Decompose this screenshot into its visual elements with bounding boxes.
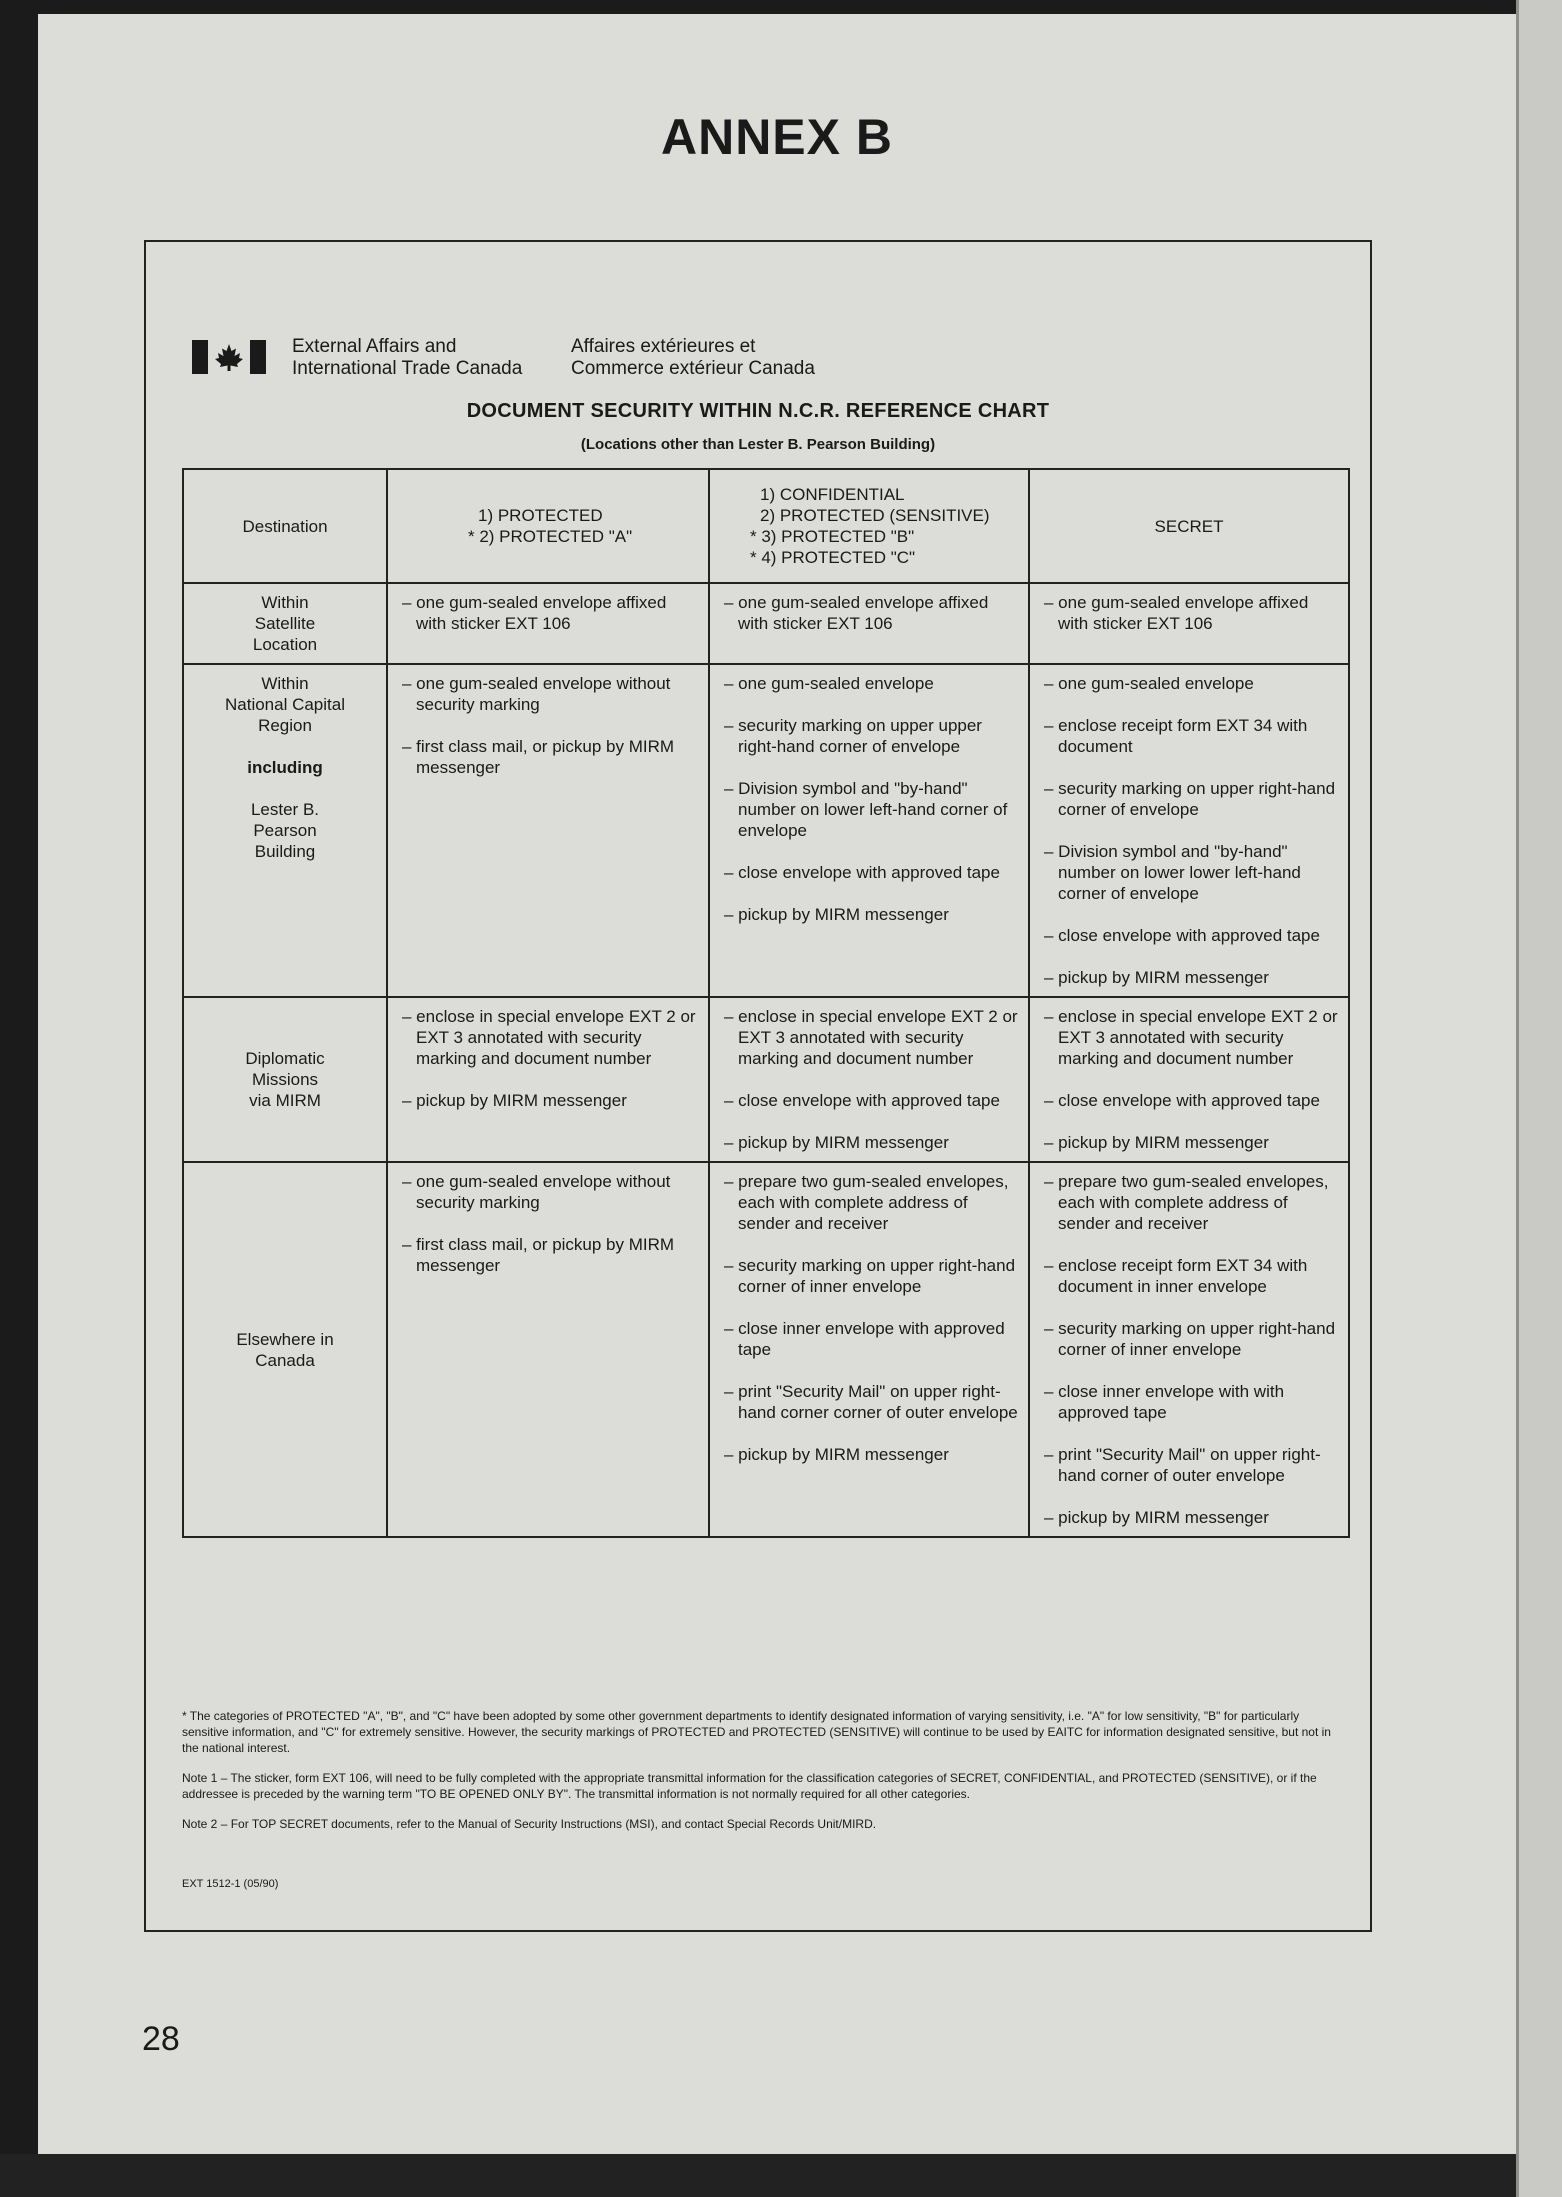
destination-cell: Diplomatic Missions via MIRM [183, 997, 387, 1162]
secret-cell [1029, 1162, 1349, 1537]
list-item: – close envelope with approved tape [724, 863, 1000, 882]
protected-cell [387, 664, 709, 997]
table-row [183, 664, 1349, 997]
list-item: – close envelope with approved tape [724, 1091, 1000, 1110]
destination-cell: Elsewhere in Canada [183, 1162, 387, 1537]
list-item: – one gum-sealed envelope affixed with sticker EXT 106 [402, 593, 667, 633]
department-name-french: Affaires extérieures et Commerce extérieur Canada [571, 336, 815, 379]
table-row [183, 583, 1349, 664]
list-item: – Division symbol and "by-hand" number on lower left-hand corner of envelope [724, 779, 1008, 840]
department-name-english: External Affairs and International Trade Canada [292, 336, 523, 379]
destination-cell: Within Satellite Location [183, 583, 387, 664]
chart-title: DOCUMENT SECURITY WITHIN N.C.R. REFERENCE CHART [466, 400, 1050, 422]
protected-cell [387, 997, 709, 1162]
destination-header: Destination [183, 469, 387, 583]
protected-cell [387, 1162, 709, 1537]
background-shadow [0, 2154, 1516, 2197]
list-item: – one gum-sealed envelope [1044, 674, 1254, 693]
list-item: – enclose receipt form EXT 34 with document [1044, 716, 1308, 756]
list-item: – first class mail, or pickup by MIRM messenger [402, 1235, 675, 1275]
list-item: – first class mail, or pickup by MIRM messenger [402, 737, 675, 777]
list-item: – enclose in special envelope EXT 2 or EXT 3 annotated with security marking and document number [724, 1007, 1018, 1068]
document-page [38, 14, 1516, 2154]
list-item: – close envelope with approved tape [1044, 1091, 1320, 1110]
canada-flag-icon [192, 340, 266, 374]
secret-cell [1029, 997, 1349, 1162]
form-code: EXT 1512-1 (05/90) [182, 1878, 279, 1890]
confidential-cell [709, 1162, 1029, 1537]
table-row [183, 997, 1349, 1162]
confidential-cell [709, 997, 1029, 1162]
annex-title: ANNEX B [660, 109, 894, 165]
list-item: – pickup by MIRM messenger [402, 1091, 627, 1110]
footnote-note1: Note 1 – The sticker, form EXT 106, will need to be fully completed with the appropriate transmittal information for the classification categories of SECRET, CONFIDENTIAL, and PROTECTED (SENSITIVE), or if the addressee is preceded by the warning term "TO BE OPENED ONLY BY". The transmittal information is not normally required for all other categories. [182, 1771, 1317, 1801]
destination-cell: Within National Capital Region including Lester B. Pearson Building [183, 664, 387, 997]
list-item: – one gum-sealed envelope affixed with sticker EXT 106 [1044, 593, 1309, 633]
list-item: – one gum-sealed envelope without security marking [402, 674, 671, 714]
list-item: – close envelope with approved tape [1044, 926, 1320, 945]
list-item: – one gum-sealed envelope affixed with sticker EXT 106 [724, 593, 989, 633]
confidential-header: 1) CONFIDENTIAL 2) PROTECTED (SENSITIVE) * 3) PROTECTED "B" * 4) PROTECTED "C" [709, 469, 1029, 583]
secret-header: SECRET [1029, 469, 1349, 583]
list-item: – pickup by MIRM messenger [1044, 968, 1269, 987]
table-row [183, 1162, 1349, 1537]
list-item: – pickup by MIRM messenger [724, 1133, 949, 1152]
list-item: – one gum-sealed envelope without security marking [402, 1172, 671, 1212]
list-item: – close inner envelope with approved tape [724, 1319, 1005, 1359]
page-number: 28 [142, 2020, 180, 2058]
list-item: – print "Security Mail" on upper right-hand corner of outer envelope [1044, 1445, 1321, 1485]
footnotes [182, 1708, 1348, 1846]
list-item: – security marking on upper right-hand corner of envelope [1044, 779, 1336, 819]
table-header-row [183, 469, 1349, 583]
chart-subtitle: (Locations other than Lester B. Pearson Building) [580, 436, 936, 453]
list-item: – print "Security Mail" on upper right-hand corner corner of outer envelope [724, 1382, 1018, 1422]
list-item: – security marking on upper right-hand corner of inner envelope [724, 1256, 1016, 1296]
list-item: – Division symbol and "by-hand" number on lower lower left-hand corner of envelope [1044, 842, 1301, 903]
reference-chart-form [144, 240, 1372, 1932]
secret-cell [1029, 583, 1349, 664]
list-item: – enclose in special envelope EXT 2 or EXT 3 annotated with security marking and document number [402, 1007, 696, 1068]
confidential-cell [709, 583, 1029, 664]
list-item: – enclose receipt form EXT 34 with document in inner envelope [1044, 1256, 1308, 1296]
list-item: – close inner envelope with with approved tape [1044, 1382, 1285, 1422]
list-item: – pickup by MIRM messenger [724, 1445, 949, 1464]
list-item: – security marking on upper right-hand corner of inner envelope [1044, 1319, 1336, 1359]
list-item: – prepare two gum-sealed envelopes, each with complete address of sender and receiver [1044, 1172, 1329, 1233]
list-item: – one gum-sealed envelope [724, 674, 934, 693]
security-reference-table [182, 468, 1350, 1538]
adjacent-page-edge [1516, 0, 1562, 2197]
secret-cell [1029, 664, 1349, 997]
list-item: – security marking on upper upper right-hand corner of envelope [724, 716, 982, 756]
list-item: – pickup by MIRM messenger [1044, 1133, 1269, 1152]
footnote-note2: Note 2 – For TOP SECRET documents, refer to the Manual of Security Instructions (MSI), and contact Special Records Unit/MIRD. [182, 1817, 877, 1831]
confidential-cell [709, 664, 1029, 997]
list-item: – pickup by MIRM messenger [1044, 1508, 1269, 1527]
protected-cell [387, 583, 709, 664]
list-item: – prepare two gum-sealed envelopes, each with complete address of sender and receiver [724, 1172, 1009, 1233]
list-item: – enclose in special envelope EXT 2 or EXT 3 annotated with security marking and document number [1044, 1007, 1338, 1068]
footnote-star: * The categories of PROTECTED "A", "B", and "C" have been adopted by some other government departments to identify designated information of varying sensitivity, i.e. "A" for low sensitivity, "B" for particularly sensitive information, and "C" for extremely sensitive. However, the security markings of PROTECTED and PROTECTED (SENSITIVE) will continue to be used by EAITC for information designated sensitive, but not in the national interest. [182, 1709, 1331, 1755]
protected-header: 1) PROTECTED * 2) PROTECTED "A" [387, 469, 709, 583]
list-item: – pickup by MIRM messenger [724, 905, 949, 924]
